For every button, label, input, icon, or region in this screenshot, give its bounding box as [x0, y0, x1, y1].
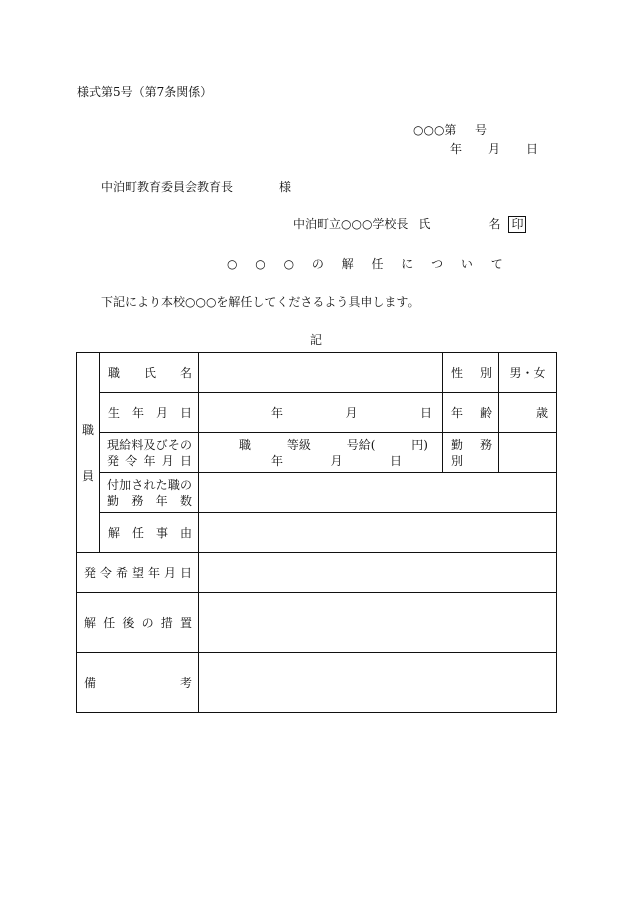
dob-field[interactable]	[199, 393, 443, 433]
sender-shi: 氏	[418, 217, 431, 231]
addressee-name: 中泊町教育委員会教育長	[101, 180, 234, 194]
age-label: 年 齢	[443, 393, 499, 433]
added-duty-label	[100, 473, 199, 513]
remarks-label-1: 備	[84, 675, 97, 690]
salary-shoku: 職	[239, 437, 252, 452]
document-date-month: 月	[488, 142, 501, 156]
salary-yen: 円)	[411, 437, 428, 452]
salary-year: 年	[271, 453, 284, 468]
document-date-day: 日	[526, 142, 539, 156]
seal-mark: 印	[508, 216, 526, 233]
staff-label-top: 職	[81, 422, 94, 437]
work-type-label: 勤 務 別	[443, 433, 499, 473]
salary-grade: 等級	[286, 437, 311, 452]
subject-title: ○ ○ ○ の 解 任 に つ い て	[227, 257, 510, 271]
salary-field[interactable]	[199, 433, 443, 473]
gender-value[interactable]: 男・女	[499, 353, 557, 393]
name-label: 職 氏 名	[100, 353, 199, 393]
document-date-year: 年	[450, 142, 463, 156]
document-number	[413, 121, 487, 138]
addressee	[101, 178, 291, 195]
after-measure-label: 解任後の措置	[77, 593, 199, 653]
document-date	[450, 140, 538, 157]
addressee-honorific: 様	[279, 180, 292, 194]
sender-mei: 名	[488, 217, 501, 231]
salary-step: 号給(	[346, 437, 376, 452]
salary-label-line-2: 発 令 年 月 日	[107, 453, 192, 468]
ki-heading: 記	[310, 333, 323, 347]
document-number-suffix: 号	[475, 123, 488, 137]
staff-section-label	[77, 353, 100, 553]
salary-month: 月	[330, 453, 343, 468]
remarks-label	[77, 653, 199, 713]
age-unit: 歳	[535, 405, 548, 420]
reason-field[interactable]	[199, 513, 557, 553]
gender-label: 性 別	[443, 353, 499, 393]
dob-year: 年	[271, 405, 284, 420]
age-field[interactable]	[499, 393, 557, 433]
after-measure-field[interactable]	[199, 593, 557, 653]
staff-label-bottom: 員	[81, 468, 94, 483]
dismissal-form-table	[76, 352, 557, 713]
added-duty-label-line-1: 付加された職の	[107, 477, 192, 492]
remarks-field[interactable]	[199, 653, 557, 713]
reason-label: 解 任 事 由	[100, 513, 199, 553]
form-number: 様式第5号（第7条関係）	[77, 85, 213, 99]
dob-day: 日	[419, 405, 432, 420]
hope-date-field[interactable]	[199, 553, 557, 593]
added-duty-field[interactable]	[199, 473, 557, 513]
added-duty-label-line-2: 勤 務 年 数	[107, 493, 192, 508]
body-text: 下記により本校○○○を解任してくださるよう具申します。	[101, 295, 420, 309]
salary-label-line-1: 現給料及びその	[107, 437, 192, 452]
dob-label: 生 年 月 日	[100, 393, 199, 433]
salary-day: 日	[389, 453, 402, 468]
remarks-label-2: 考	[179, 675, 192, 690]
work-type-field[interactable]	[499, 433, 557, 473]
document-number-prefix: ○○○第	[413, 123, 457, 137]
hope-date-label: 発令希望年月日	[77, 553, 199, 593]
salary-label	[100, 433, 199, 473]
sender-org: 中泊町立○○○学校長	[293, 217, 409, 231]
name-field[interactable]	[199, 353, 443, 393]
dob-month: 月	[345, 405, 358, 420]
sender	[293, 215, 526, 233]
